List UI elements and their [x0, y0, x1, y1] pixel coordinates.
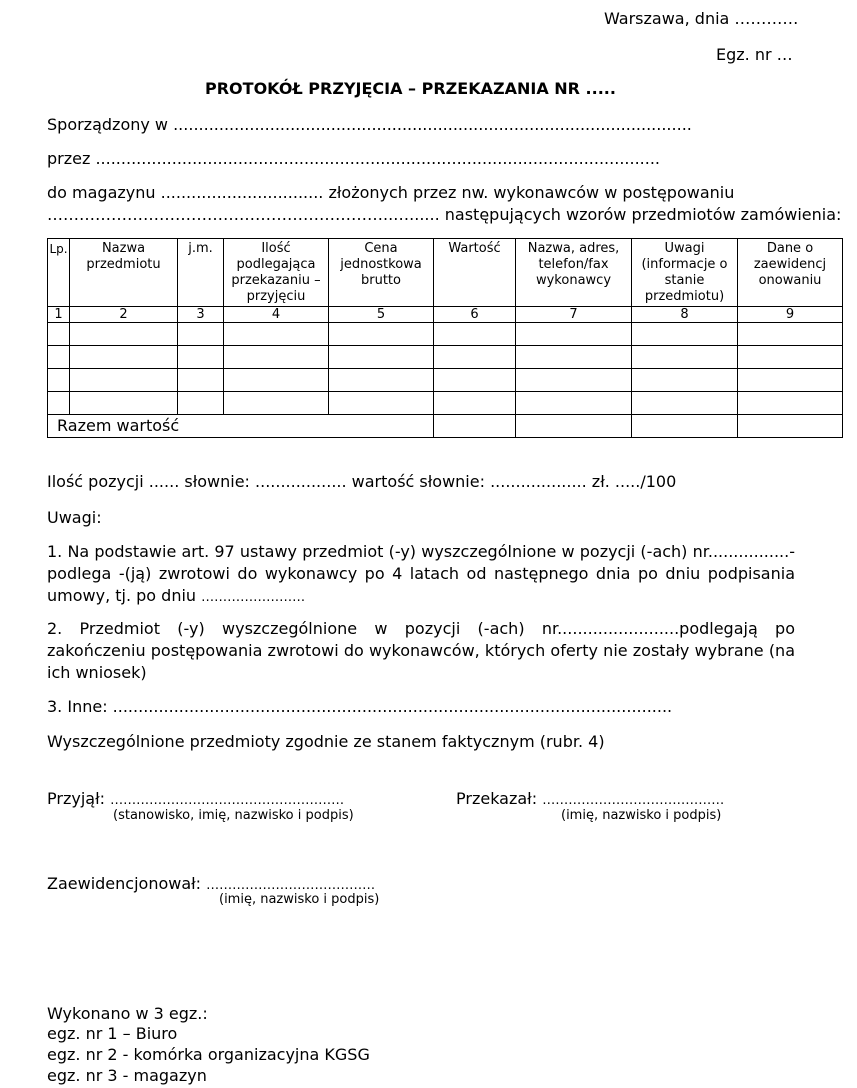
header-quantity: Ilość podlegająca przekazaniu – przyjęciu: [224, 239, 329, 307]
copies-intro: Wykonano w 3 egz.:: [47, 1004, 208, 1023]
note-item-1-date-dots: ……………………: [201, 590, 306, 605]
table-cell[interactable]: [178, 392, 224, 415]
table-cell[interactable]: [738, 392, 843, 415]
note-item-1: [47, 541, 795, 609]
prepared-by-field: przez ...............................................................................................................: [47, 149, 660, 168]
header-unit-price: Cena jednostkowa brutto: [329, 239, 434, 307]
registered-label: Zaewidencjonował:: [47, 874, 207, 893]
prepared-in-field: Sporządzony w ......................................................................................................: [47, 115, 692, 134]
table-cell[interactable]: [516, 392, 632, 415]
place-date: Warszawa, dnia …………: [604, 9, 799, 28]
handed-signature: [456, 789, 724, 808]
copy-2: egz. nr 2 - komórka organizacyjna KGSG: [47, 1045, 370, 1064]
received-signature: [47, 789, 344, 808]
statement-line: Wyszczególnione przedmioty zgodnie ze stanem faktycznym (rubr. 4): [47, 732, 605, 751]
table-cell[interactable]: [48, 369, 70, 392]
table-cell[interactable]: [178, 369, 224, 392]
col-number: 3: [178, 307, 224, 323]
header-registration: Dane o zaewidencj onowaniu: [738, 239, 843, 307]
registered-signature-field[interactable]: …………………………………: [206, 878, 376, 893]
col-number: 1: [48, 307, 70, 323]
table-cell[interactable]: [632, 369, 738, 392]
col-number: 5: [329, 307, 434, 323]
table-cell[interactable]: [329, 323, 434, 346]
header-unit: j.m.: [178, 239, 224, 307]
table-row: [48, 346, 843, 369]
table-cell[interactable]: [632, 415, 738, 438]
table-cell[interactable]: [70, 392, 178, 415]
table-cell[interactable]: [329, 346, 434, 369]
col-number: 7: [516, 307, 632, 323]
table-cell[interactable]: [738, 369, 843, 392]
note-item-2: 2. Przedmiot (-y) wyszczególnione w pozycji (-ach) nr........................podlegają po zakończeniu postępowania zwrotowi do wykonawców, których oferty nie zostały wybrane (na ich wniosek): [47, 619, 795, 682]
total-value-label: Razem wartość: [48, 415, 434, 438]
table-cell[interactable]: [224, 369, 329, 392]
table-cell[interactable]: [516, 346, 632, 369]
table-cell[interactable]: [434, 392, 516, 415]
received-hint: (stanowisko, imię, nazwisko i podpis): [113, 808, 354, 823]
table-cell[interactable]: [738, 323, 843, 346]
table-cell[interactable]: [70, 369, 178, 392]
copy-number: Egz. nr …: [716, 45, 793, 64]
warehouse-line-1: do magazynu ................................ złożonych przez nw. wykonawców w postępowaniu: [47, 183, 735, 202]
table-cell[interactable]: [516, 369, 632, 392]
col-number: 9: [738, 307, 843, 323]
header-item-name: Nazwa przedmiotu: [70, 239, 178, 307]
table-cell[interactable]: [329, 369, 434, 392]
col-number: 2: [70, 307, 178, 323]
note-item-3: 3. Inne: ..............................................................................................................: [47, 697, 673, 716]
table-cell[interactable]: [434, 369, 516, 392]
table-cell[interactable]: [329, 392, 434, 415]
registered-signature: [47, 874, 375, 893]
copy-1: egz. nr 1 – Biuro: [47, 1024, 178, 1043]
table-cell[interactable]: [434, 346, 516, 369]
table-cell[interactable]: [70, 346, 178, 369]
total-value-cell[interactable]: [434, 415, 516, 438]
table-cell[interactable]: [178, 323, 224, 346]
table-cell[interactable]: [224, 392, 329, 415]
handed-label: Przekazał:: [456, 789, 543, 808]
header-remarks: Uwagi (informacje o stanie przedmiotu): [632, 239, 738, 307]
table-cell[interactable]: [632, 392, 738, 415]
table-row: [48, 369, 843, 392]
table-cell[interactable]: [48, 392, 70, 415]
table-total-row: [48, 415, 843, 438]
received-label: Przyjął:: [47, 789, 111, 808]
col-number: 4: [224, 307, 329, 323]
table-header-row: [48, 239, 843, 307]
table-cell[interactable]: [738, 346, 843, 369]
note-item-1-text: 1. Na podstawie art. 97 ustawy przedmiot (-y) wyszczególnione w pozycji (-ach) nr................- podlega -(ją) zwrotowi do wykonawcy po 4 latach od następnego dnia po dniu podpisania umowy, tj. po dniu: [47, 542, 795, 605]
table-cell[interactable]: [224, 323, 329, 346]
table-cell[interactable]: [632, 323, 738, 346]
table-cell[interactable]: [516, 323, 632, 346]
header-lp: Lp.: [48, 239, 70, 307]
table-number-row: [48, 307, 843, 323]
table-cell[interactable]: [70, 323, 178, 346]
copy-3: egz. nr 3 - magazyn: [47, 1066, 207, 1085]
table-cell[interactable]: [516, 415, 632, 438]
registered-hint: (imię, nazwisko i podpis): [219, 892, 380, 907]
col-number: 6: [434, 307, 516, 323]
received-signature-field[interactable]: ………………………………………………: [110, 793, 345, 808]
table-cell[interactable]: [632, 346, 738, 369]
notes-heading: Uwagi:: [47, 508, 102, 527]
warehouse-line-2: ………………………………………………………..…...... następujących wzorów przedmiotów zamówienia:: [47, 205, 842, 224]
table-cell[interactable]: [48, 323, 70, 346]
handed-hint: (imię, nazwisko i podpis): [561, 808, 722, 823]
items-table: [47, 238, 843, 438]
table-cell[interactable]: [224, 346, 329, 369]
table-cell[interactable]: [178, 346, 224, 369]
table-row: [48, 392, 843, 415]
document-title: PROTOKÓŁ PRZYJĘCIA – PRZEKAZANIA NR .....: [205, 79, 616, 98]
summary-line: Ilość pozycji ...... słownie: .................. wartość słownie: ................... zł. ...../100: [47, 472, 677, 491]
header-contractor: Nazwa, adres, telefon/fax wykonawcy: [516, 239, 632, 307]
table-cell[interactable]: [434, 323, 516, 346]
handed-signature-field[interactable]: ……………………………………: [542, 793, 725, 808]
table-row: [48, 323, 843, 346]
col-number: 8: [632, 307, 738, 323]
table-cell[interactable]: [48, 346, 70, 369]
header-value: Wartość: [434, 239, 516, 307]
table-cell[interactable]: [738, 415, 843, 438]
